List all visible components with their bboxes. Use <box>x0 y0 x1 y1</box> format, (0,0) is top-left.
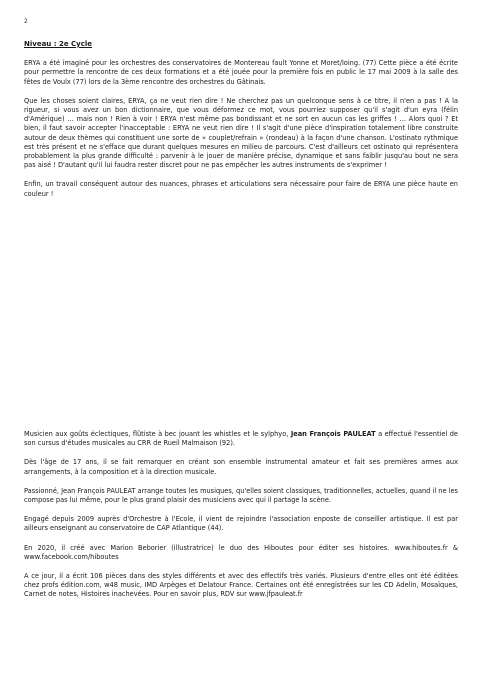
bio-paragraph-3: Engagé depuis 2009 auprès d'Orchestre à l'Ecole, il vient de rejoindre l'association enposte de conseiller artistique. Il est par ailleurs enseignant au conservatoire de CAP Atlantique (44). <box>24 515 458 533</box>
bio-paragraph-5: A ce jour, il a écrit 106 pièces dans des styles différents et avec des effectifs très variés. Plusieurs d'entre elles ont été éditées chez profs édition.com, w48 music, IMD Arpèges et Delatour France. Certaines ont été enregistrées sur les CD Adelin, Mosaïques, Carnet de notes, Histoires inachevées. Pour en savoir plus, RDV sur www.jfpauleat.fr <box>24 572 458 599</box>
page-number: 2 <box>24 18 28 25</box>
piece-description <box>24 40 458 209</box>
composer-name: Jean François PAULEAT <box>290 430 376 438</box>
bio-intro-after: a effectué l'essentiel de son cursus d'études musicales au CRR de Rueil Malmaison (92). <box>24 430 458 448</box>
bio-paragraph-1: Dès l'âge de 17 ans, il se fait remarquer en créant son ensemble instrumental amateur et fait ses premières armes aux arrangements, à la composition et à la direction musicale. <box>24 458 458 476</box>
composer-biography <box>24 430 458 610</box>
description-paragraph-1: ERYA a été imaginé pour les orchestres des conservatoires de Montereau fault Yonne et Moret/loing. (77) Cette pièce a été écrite pour permettre la rencontre de ces deux formations et a été jouée pour la première fois en public le 17 mai 2009 à la salle des fêtes de Voulx (77) lors de la 3ème rencontre des orchestres du Gâtinais. <box>24 59 458 86</box>
bio-intro <box>24 430 458 448</box>
bio-paragraph-4: En 2020, il créé avec Marion Beborier (illustratrice) le duo des Hiboutes pour éditer ses histoires. www.hiboutes.fr & www.facebook.com/hiboutes <box>24 543 458 561</box>
bio-paragraph-2: Passionné, Jean François PAULEAT arrange toutes les musiques, qu'elles soient classiques, traditionnelles, actuelles, quand il ne les compose pas lui même, pour le plus grand plaisir des musiciens avec qui il partage la scène. <box>24 486 458 505</box>
bio-intro-before: Musicien aux goûts éclectiques, flûtiste à bec jouant les whistles et le sylphyo, <box>24 430 291 438</box>
description-paragraph-2: Que les choses soient claires, ERYA, ça ne veut rien dire ! Ne cherchez pas un quelconque sens à ce titre, il n'en a pas ! A la rigueur, si vous avez un bon dictionnaire, que vous déformez ce mot, vous pourriez supposer qu'il s'agit d'un eyra (félin d'Amérique) … mais non ! Rien à voir ! ERYA n'est même pas bondissant et ne sort en aucun cas les griffes ! … Alors quoi ? Et bien, il faut savoir accepter l'inacceptable : ERYA ne veut rien dire ! Il s'agit d'une pièce d'inspiration totalement libre construite autour de deux thèmes qui constituent une sorte de « couplet/refrain » (rondeau) à la façon d'une chanson. L'ostinato rythmique est très présent et ne s'efface que durant quelques mesures en milieu de parcours. C'est d'ailleurs cet ostinato qui représentera probablement la plus grande difficulté : parvenir à le jouer de manière précise, dynamique et sans faiblir jusqu'au bout ne sera pas aisé ! D'autant qu'il lui faudra rester discret pour ne pas empêcher les autres instruments de s'exprimer ! <box>24 96 458 170</box>
description-paragraph-3: Enfin, un travail conséquent autour des nuances, phrases et articulations sera nécessaire pour faire de ERYA une pièce haute en couleur ! <box>24 180 458 198</box>
level-heading: Niveau : 2e Cycle <box>24 40 93 48</box>
